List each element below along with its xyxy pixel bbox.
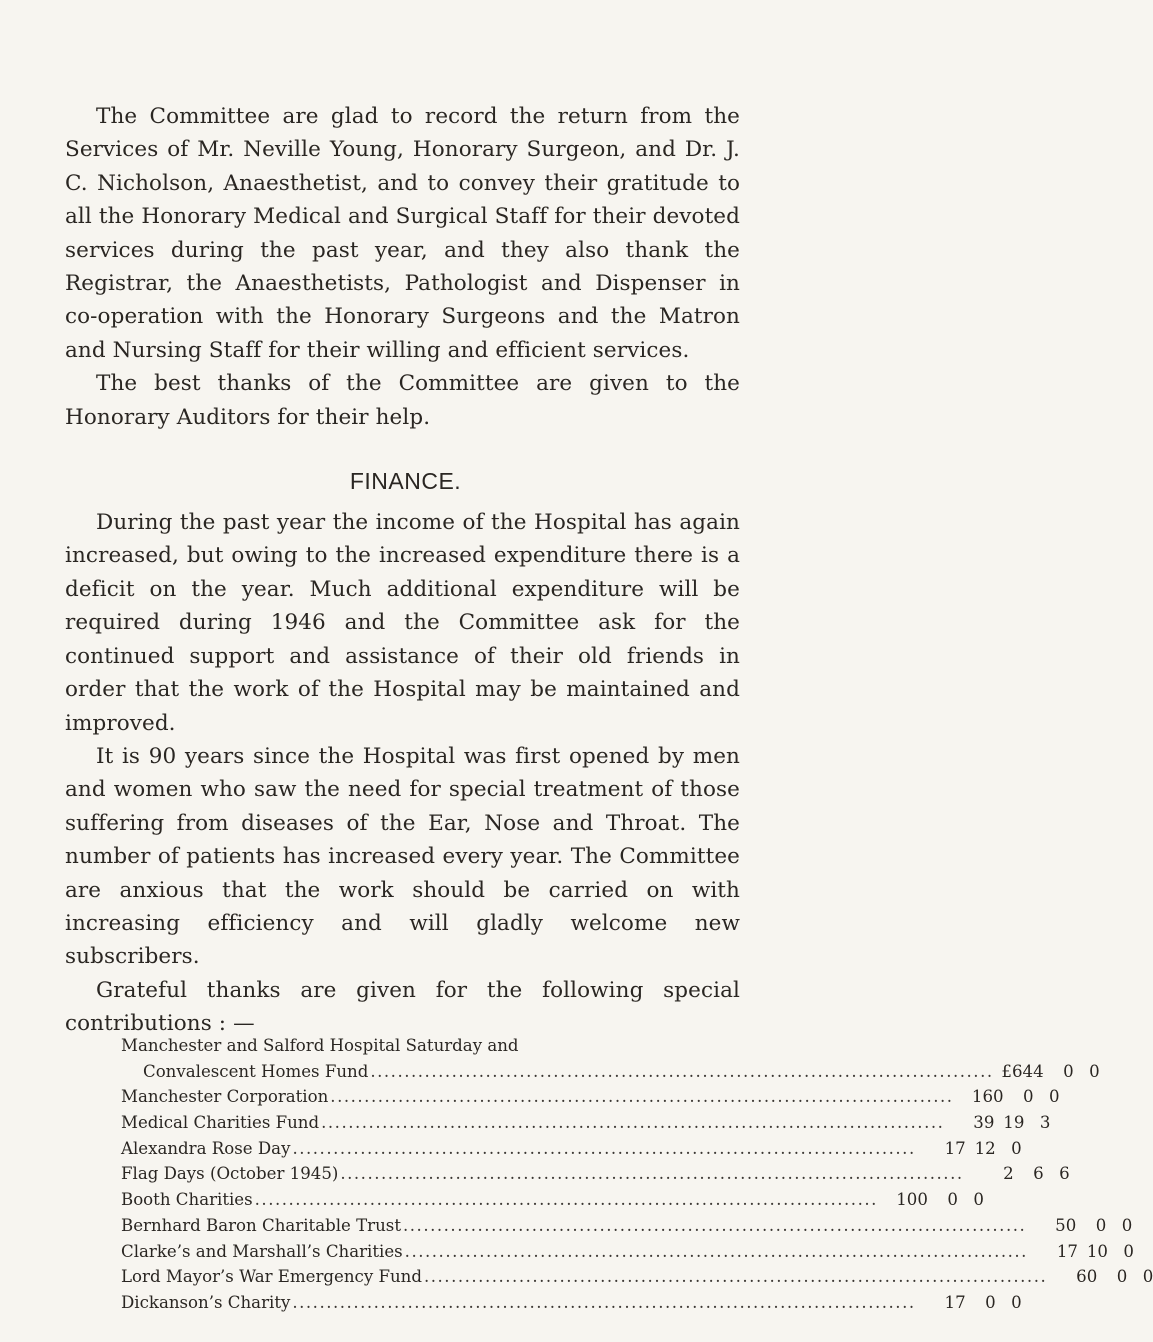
amount-pounds: 17 — [944, 1138, 966, 1158]
contributions-list — [121, 1033, 1153, 1316]
contribution-heading-line — [121, 1033, 656, 1059]
contribution-row — [121, 1110, 1051, 1136]
amount-pounds: 50 — [1055, 1215, 1077, 1235]
amount-pence: 0 — [1011, 1292, 1022, 1312]
leader-dots: ............................................................................................ — [254, 1190, 878, 1210]
contribution-name: Manchester Corporation — [121, 1087, 329, 1107]
leader-dots: ............................................................................................ — [321, 1113, 945, 1133]
contribution-row — [121, 1161, 1070, 1187]
contribution-row — [121, 1084, 1060, 1110]
amount-pence: 0 — [973, 1190, 984, 1210]
amount-shillings: 0 — [1095, 1215, 1107, 1235]
leader-dots: ............................................................................................ — [292, 1138, 916, 1158]
contribution-amount — [882, 1187, 984, 1213]
amount-pence: 0 — [1121, 1215, 1133, 1235]
amount-pounds: £644 — [1001, 1061, 1044, 1081]
amount-pence: 0 — [1089, 1061, 1100, 1081]
amount-shillings: 10 — [1086, 1241, 1108, 1261]
amount-pence: 3 — [1039, 1113, 1051, 1133]
paragraph-staff-thanks: The Committee are glad to record the return from the Services of Mr. Neville Young, Honorary Surgeon, and Dr. J. C. Nicholson, Anaesthetist, and to convey their gratitude to all the Honorary Medical and Surgical Staff for their devoted services during the past year, and they also thank the Registrar, the Anaesthetists, Pathologist and Dispenser in co-operation with the Honorary Surgeons and the Matron and Nursing Staff for their willing and efficient services. — [65, 104, 740, 363]
paragraph-finance: During the past year the income of the Hospital has again increased, but owing to the increased expenditure there is a deficit on the year. Much additional expenditure will be required during 1946 and the Committee ask for the continued support and assistance of their old friends in order that the work of the Hospital may be maintained and improved. — [65, 510, 740, 736]
contribution-name: Clarke’s and Marshall’s Charities — [121, 1241, 403, 1261]
leader-dots: ............................................................................................ — [404, 1241, 1028, 1261]
contribution-name: Flag Days (October 1945) — [121, 1164, 339, 1184]
leader-dots: ............................................................................................ — [370, 1061, 994, 1081]
contribution-amount — [920, 1290, 1022, 1316]
contribution-amount — [998, 1059, 1100, 1085]
contribution-name: Alexandra Rose Day — [121, 1138, 291, 1158]
amount-pounds: 2 — [1003, 1164, 1014, 1184]
amount-pence: 0 — [1123, 1241, 1134, 1261]
paragraph-auditors-thanks: The best thanks of the Committee are given to the Honorary Auditors for their help. — [65, 371, 740, 430]
contribution-name: Lord Mayor’s War Emergency Fund — [121, 1267, 422, 1287]
amount-pence: 0 — [1142, 1267, 1153, 1287]
contribution-amount — [920, 1136, 1022, 1162]
contribution-name: Bernhard Baron Charitable Trust — [121, 1215, 401, 1235]
leader-dots: ............................................................................................ — [403, 1215, 1027, 1235]
contribution-name: Convalescent Homes Fund — [143, 1061, 369, 1081]
amount-shillings: 6 — [1033, 1164, 1044, 1184]
amount-pounds: 17 — [944, 1292, 966, 1312]
contribution-amount — [968, 1161, 1070, 1187]
amount-pounds: 39 — [973, 1113, 995, 1133]
contribution-amount — [1030, 1213, 1132, 1239]
contribution-heading-text: Manchester and Salford Hospital Saturday and — [121, 1036, 519, 1055]
contribution-name: Booth Charities — [121, 1190, 253, 1210]
contribution-amount — [1051, 1264, 1153, 1290]
paragraph-history: It is 90 years since the Hospital was first opened by men and women who saw the need for special treatment of those suffering from diseases of the Ear, Nose and Throat. The number of patients has increased every year. The Committee are anxious that the work should be carried on with increasing efficiency and will gladly welcome new subscribers. — [65, 743, 740, 970]
amount-pounds: 17 — [1056, 1241, 1078, 1261]
contribution-row — [121, 1059, 1100, 1085]
leader-dots: ............................................................................................ — [423, 1267, 1048, 1287]
amount-shillings: 19 — [1003, 1113, 1025, 1133]
contribution-amount — [958, 1084, 1060, 1110]
amount-pounds: 160 — [971, 1087, 1004, 1107]
contribution-row — [121, 1264, 1153, 1290]
amount-pence: 6 — [1059, 1164, 1070, 1184]
amount-pence: 0 — [1011, 1138, 1022, 1158]
contribution-name: Medical Charities Fund — [121, 1113, 320, 1133]
contribution-row — [121, 1136, 1022, 1162]
contribution-row — [121, 1187, 984, 1213]
amount-pence: 0 — [1049, 1087, 1060, 1107]
leader-dots: ............................................................................................ — [340, 1164, 964, 1184]
finance-heading: FINANCE. — [349, 468, 462, 495]
amount-shillings: 0 — [1116, 1267, 1128, 1287]
paragraph-contributions-intro: Grateful thanks are given for the following special contributions : — — [65, 977, 740, 1037]
amount-pounds: 60 — [1076, 1267, 1098, 1287]
amount-shillings: 0 — [1023, 1087, 1034, 1107]
amount-shillings: 12 — [974, 1138, 996, 1158]
leader-dots: ............................................................................................ — [330, 1087, 954, 1107]
leader-dots: ............................................................................................ — [292, 1292, 916, 1312]
contribution-row — [121, 1213, 1133, 1239]
document-page — [65, 100, 740, 1041]
amount-pounds: 100 — [896, 1190, 928, 1210]
amount-shillings: 0 — [985, 1292, 996, 1312]
contribution-row — [121, 1290, 1022, 1316]
contribution-name: Dickanson’s Charity — [121, 1292, 291, 1312]
contribution-amount — [948, 1110, 1050, 1136]
contribution-row — [121, 1239, 1134, 1265]
contribution-amount — [1032, 1239, 1134, 1265]
amount-shillings: 0 — [1063, 1061, 1074, 1081]
amount-shillings: 0 — [947, 1190, 958, 1210]
